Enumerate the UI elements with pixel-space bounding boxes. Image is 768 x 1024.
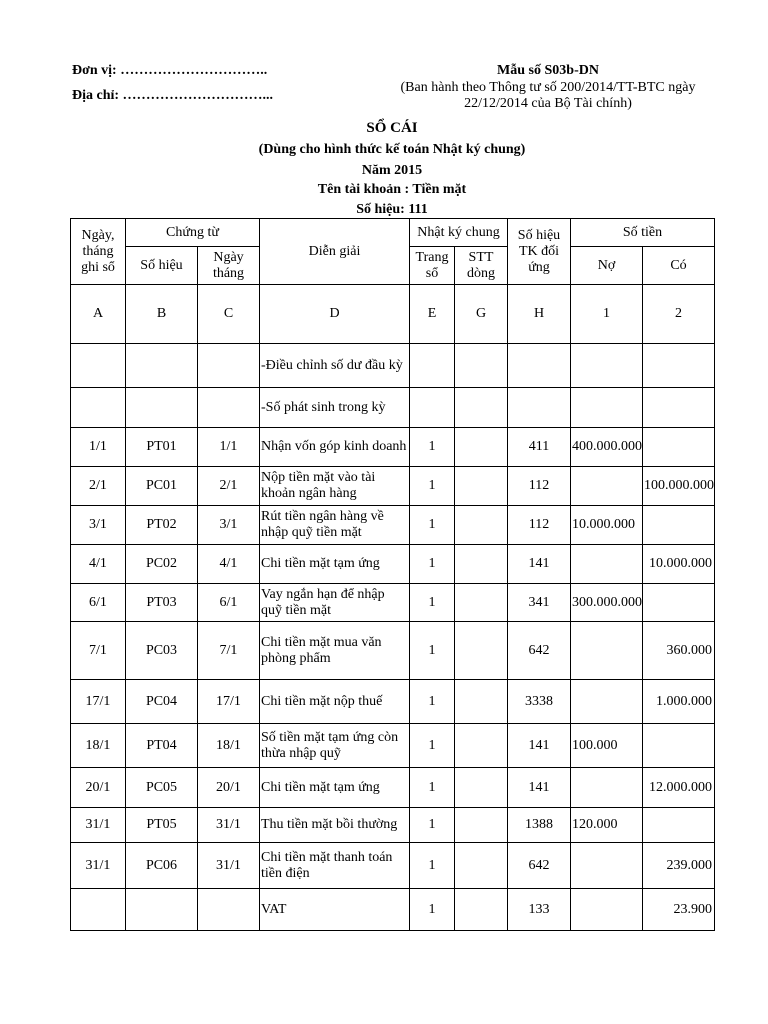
table-row: [71, 428, 715, 467]
code-cell: C: [198, 285, 260, 344]
cell-debit: [571, 344, 643, 388]
cell-journal-line: [455, 428, 508, 467]
header-date: Ngày, tháng ghi sổ: [71, 219, 126, 285]
cell-journal-page: 1: [410, 467, 455, 506]
page-subtitle: (Dùng cho hình thức kế toán Nhật ký chung): [258, 142, 526, 157]
cell-description: Chi tiền mặt thanh toán tiền điện: [260, 843, 410, 889]
cell-debit: [571, 622, 643, 680]
cell-voucher-no: PC06: [126, 843, 198, 889]
cell-voucher-date: 20/1: [198, 768, 260, 808]
cell-debit: [571, 545, 643, 584]
cell-credit: [643, 808, 715, 843]
table-row: [71, 467, 715, 506]
cell-journal-line: [455, 724, 508, 768]
header-amount: Số tiền: [571, 219, 715, 247]
table-row: [71, 622, 715, 680]
code-cell: A: [71, 285, 126, 344]
cell-credit: 239.000: [643, 843, 715, 889]
code-cell: 1: [571, 285, 643, 344]
cell-credit: 1.000.000: [643, 680, 715, 724]
page-title: SỔ CÁI: [366, 120, 418, 136]
cell-description: Thu tiền mặt bồi thường: [260, 808, 410, 843]
cell-credit: [643, 344, 715, 388]
cell-journal-line: [455, 843, 508, 889]
header-journal-line: STT dòng: [455, 247, 508, 285]
cell-credit: 100.000.000: [643, 467, 715, 506]
cell-journal-line: [455, 506, 508, 545]
cell-credit: [643, 724, 715, 768]
column-code-row: [71, 285, 715, 344]
cell-voucher-date: 3/1: [198, 506, 260, 545]
table-row: [71, 889, 715, 931]
cell-journal-page: 1: [410, 889, 455, 931]
ledger-year: Năm 2015: [361, 163, 423, 178]
cell-voucher-no: PT02: [126, 506, 198, 545]
cell-contra-account: 642: [508, 843, 571, 889]
cell-voucher-date: 4/1: [198, 545, 260, 584]
form-issued-line2: 22/12/2014 của Bộ Tài chính): [464, 96, 632, 111]
cell-journal-line: [455, 622, 508, 680]
cell-date: 1/1: [71, 428, 126, 467]
cell-date: [71, 388, 126, 428]
cell-date: 6/1: [71, 584, 126, 622]
cell-date: 18/1: [71, 724, 126, 768]
cell-debit: [571, 768, 643, 808]
cell-date: 3/1: [71, 506, 126, 545]
cell-journal-line: [455, 344, 508, 388]
cell-contra-account: 642: [508, 622, 571, 680]
table-row: [71, 545, 715, 584]
header-description: Diễn giải: [260, 219, 410, 285]
cell-contra-account: [508, 388, 571, 428]
table-row: [71, 388, 715, 428]
code-cell: G: [455, 285, 508, 344]
header-journal: Nhật ký chung: [410, 219, 508, 247]
header-voucher: Chứng từ: [126, 219, 260, 247]
cell-description: Vay ngắn hạn để nhập quỹ tiền mặt: [260, 584, 410, 622]
code-cell: B: [126, 285, 198, 344]
cell-debit: 400.000.000: [571, 428, 643, 467]
table-row: [71, 344, 715, 388]
code-cell: D: [260, 285, 410, 344]
cell-voucher-date: 17/1: [198, 680, 260, 724]
cell-date: 31/1: [71, 843, 126, 889]
cell-voucher-date: 2/1: [198, 467, 260, 506]
cell-credit: [643, 388, 715, 428]
cell-description: Chi tiền mặt tạm ứng: [260, 545, 410, 584]
cell-voucher-no: PT04: [126, 724, 198, 768]
cell-journal-line: [455, 388, 508, 428]
cell-voucher-no: PC04: [126, 680, 198, 724]
cell-voucher-date: 7/1: [198, 622, 260, 680]
cell-contra-account: 112: [508, 506, 571, 545]
header-voucher-no: Số hiệu: [126, 247, 198, 285]
cell-date: 17/1: [71, 680, 126, 724]
cell-description: Chi tiền mặt tạm ứng: [260, 768, 410, 808]
cell-voucher-date: [198, 344, 260, 388]
cell-contra-account: 1388: [508, 808, 571, 843]
cell-debit: [571, 843, 643, 889]
cell-contra-account: 141: [508, 768, 571, 808]
cell-description: Nhận vốn góp kinh doanh: [260, 428, 410, 467]
table-row: [71, 808, 715, 843]
cell-voucher-date: 18/1: [198, 724, 260, 768]
cell-journal-page: 1: [410, 724, 455, 768]
code-cell: H: [508, 285, 571, 344]
unit-label: Đơn vị: …………………………..: [72, 63, 268, 78]
cell-journal-page: 1: [410, 506, 455, 545]
cell-journal-line: [455, 889, 508, 931]
cell-credit: [643, 428, 715, 467]
ledger-table: [70, 218, 715, 931]
cell-date: 7/1: [71, 622, 126, 680]
cell-debit: [571, 680, 643, 724]
cell-description: Nộp tiền mặt vào tài khoản ngân hàng: [260, 467, 410, 506]
table-row: [71, 584, 715, 622]
cell-journal-page: [410, 344, 455, 388]
cell-voucher-no: [126, 889, 198, 931]
account-name: Tên tài khoản : Tiền mặt: [317, 182, 467, 197]
cell-voucher-date: 31/1: [198, 808, 260, 843]
cell-voucher-date: [198, 889, 260, 931]
cell-contra-account: 133: [508, 889, 571, 931]
cell-debit: 300.000.000: [571, 584, 643, 622]
cell-journal-page: 1: [410, 545, 455, 584]
cell-voucher-no: PC02: [126, 545, 198, 584]
cell-contra-account: [508, 344, 571, 388]
cell-voucher-no: PC05: [126, 768, 198, 808]
code-cell: E: [410, 285, 455, 344]
cell-journal-line: [455, 467, 508, 506]
cell-journal-page: 1: [410, 428, 455, 467]
cell-credit: [643, 584, 715, 622]
cell-voucher-no: PT01: [126, 428, 198, 467]
header-voucher-date: Ngày tháng: [198, 247, 260, 285]
cell-contra-account: 411: [508, 428, 571, 467]
cell-description: Rút tiền ngân hàng về nhập quỹ tiền mặt: [260, 506, 410, 545]
cell-description: -Số phát sinh trong kỳ: [260, 388, 410, 428]
table-row: [71, 506, 715, 545]
cell-date: 20/1: [71, 768, 126, 808]
address-label: Địa chỉ: …………………………...: [72, 88, 274, 103]
header-journal-page: Trang sổ: [410, 247, 455, 285]
cell-date: 4/1: [71, 545, 126, 584]
cell-voucher-date: 6/1: [198, 584, 260, 622]
cell-date: [71, 889, 126, 931]
cell-date: 31/1: [71, 808, 126, 843]
table-row: [71, 724, 715, 768]
cell-debit: 10.000.000: [571, 506, 643, 545]
cell-contra-account: 141: [508, 724, 571, 768]
code-cell: 2: [643, 285, 715, 344]
cell-description: Chi tiền mặt nộp thuế: [260, 680, 410, 724]
form-code: Mẫu số S03b-DN: [497, 63, 599, 78]
cell-contra-account: 141: [508, 545, 571, 584]
cell-debit: [571, 388, 643, 428]
header-contra-account: Số hiệu TK đối ứng: [508, 219, 571, 285]
cell-credit: 10.000.000: [643, 545, 715, 584]
cell-voucher-no: PT05: [126, 808, 198, 843]
cell-voucher-no: PC01: [126, 467, 198, 506]
form-issued-line1: (Ban hành theo Thông tư số 200/2014/TT-BTC ngày: [400, 80, 696, 95]
cell-contra-account: 341: [508, 584, 571, 622]
cell-contra-account: 3338: [508, 680, 571, 724]
cell-debit: [571, 889, 643, 931]
cell-description: VAT: [260, 889, 410, 931]
header-debit: Nợ: [571, 247, 643, 285]
cell-journal-page: 1: [410, 808, 455, 843]
cell-voucher-no: [126, 388, 198, 428]
table-row: [71, 768, 715, 808]
cell-date: 2/1: [71, 467, 126, 506]
cell-debit: 100.000: [571, 724, 643, 768]
cell-voucher-no: [126, 344, 198, 388]
cell-credit: 23.900: [643, 889, 715, 931]
cell-journal-page: 1: [410, 622, 455, 680]
cell-credit: [643, 506, 715, 545]
header-credit: Có: [643, 247, 715, 285]
cell-debit: [571, 467, 643, 506]
cell-description: -Điều chỉnh số dư đầu kỳ: [260, 344, 410, 388]
cell-voucher-no: PC03: [126, 622, 198, 680]
cell-description: Chi tiền mặt mua văn phòng phẩm: [260, 622, 410, 680]
cell-journal-page: 1: [410, 680, 455, 724]
cell-debit: 120.000: [571, 808, 643, 843]
table-row: [71, 680, 715, 724]
table-row: [71, 843, 715, 889]
cell-credit: 12.000.000: [643, 768, 715, 808]
cell-voucher-date: 1/1: [198, 428, 260, 467]
cell-journal-page: 1: [410, 843, 455, 889]
cell-journal-line: [455, 808, 508, 843]
cell-voucher-date: [198, 388, 260, 428]
cell-journal-page: [410, 388, 455, 428]
cell-journal-line: [455, 584, 508, 622]
cell-voucher-date: 31/1: [198, 843, 260, 889]
cell-journal-line: [455, 545, 508, 584]
cell-date: [71, 344, 126, 388]
account-number: Số hiệu: 111: [356, 202, 428, 217]
cell-journal-line: [455, 680, 508, 724]
cell-journal-page: 1: [410, 584, 455, 622]
cell-credit: 360.000: [643, 622, 715, 680]
cell-journal-line: [455, 768, 508, 808]
cell-contra-account: 112: [508, 467, 571, 506]
cell-voucher-no: PT03: [126, 584, 198, 622]
cell-description: Số tiền mặt tạm ứng còn thừa nhập quỹ: [260, 724, 410, 768]
cell-journal-page: 1: [410, 768, 455, 808]
